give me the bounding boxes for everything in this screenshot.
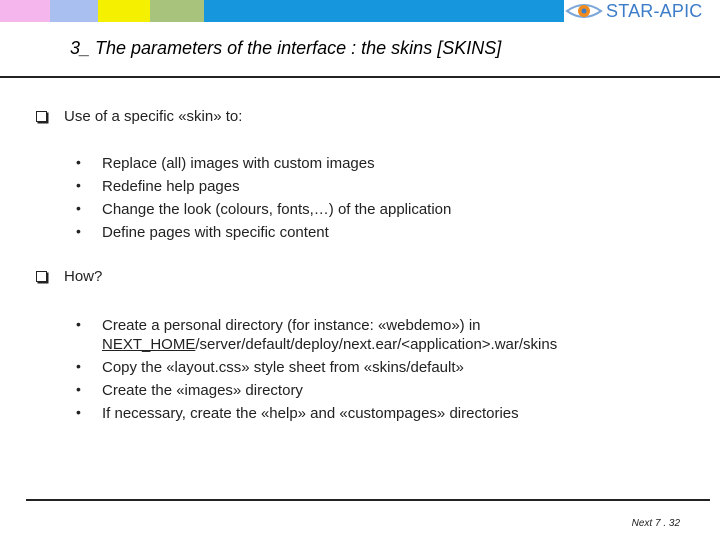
- list-item: [36, 200, 686, 223]
- footer-divider: [26, 499, 710, 501]
- top-color-strip: [0, 0, 720, 22]
- bullet-dot-icon: •: [76, 177, 81, 193]
- list-item-text: Change the look (colours, fonts,…) of the application: [102, 201, 452, 218]
- bullet-dot-icon: •: [76, 223, 81, 239]
- page-number: Next 7 . 32: [631, 518, 680, 529]
- bullet-dot-icon: •: [76, 381, 81, 397]
- logo-text: STAR-APIC: [606, 0, 703, 21]
- list-item-text: Replace (all) images with custom images: [102, 155, 375, 172]
- square-bullet-icon: [36, 111, 47, 122]
- title-divider: [0, 76, 720, 78]
- list-item-text: If necessary, create the «help» and «custompages» directories: [102, 405, 519, 422]
- list-item: [36, 404, 686, 427]
- strip-block-yellow: [98, 0, 150, 22]
- section-heading: How?: [64, 268, 103, 285]
- list-item: [36, 223, 686, 246]
- list-item: [36, 358, 686, 381]
- bullet-dot-icon: •: [76, 200, 81, 216]
- list-item: [36, 381, 686, 404]
- strip-block-lavender: [50, 0, 98, 22]
- list-item-text: Redefine help pages: [102, 178, 240, 195]
- bullet-list-use: [36, 154, 686, 246]
- skins-path-text: /server/default/deploy/next.ear/<application>.war/skins: [195, 336, 558, 353]
- strip-block-green: [150, 0, 204, 22]
- strip-block-blue: [204, 0, 564, 22]
- list-item: [36, 154, 686, 177]
- list-item-text: [102, 316, 557, 354]
- square-bullet-icon: [36, 271, 47, 282]
- star-apic-logo: [564, 0, 720, 22]
- bullet-list-how: [36, 316, 686, 427]
- list-item-text: Create the «images» directory: [102, 382, 303, 399]
- bullet-dot-icon: •: [76, 358, 81, 374]
- list-item-text: Define pages with specific content: [102, 224, 329, 241]
- list-item: [36, 316, 686, 358]
- strip-block-pink: [0, 0, 50, 22]
- bullet-dot-icon: •: [76, 316, 81, 332]
- bullet-dot-icon: •: [76, 404, 81, 420]
- list-item-line1: Create a personal directory (for instance: «webdemo») in: [102, 317, 481, 334]
- next-home-text: NEXT_HOME: [102, 336, 196, 353]
- eye-logo-icon: [564, 0, 604, 22]
- list-item: [36, 177, 686, 200]
- section-heading: Use of a specific «skin» to:: [64, 108, 243, 125]
- list-item-text: Copy the «layout.css» style sheet from «skins/default»: [102, 359, 464, 376]
- bullet-dot-icon: •: [76, 154, 81, 170]
- slide-title: 3_ The parameters of the interface : the skins [SKINS]: [70, 38, 502, 58]
